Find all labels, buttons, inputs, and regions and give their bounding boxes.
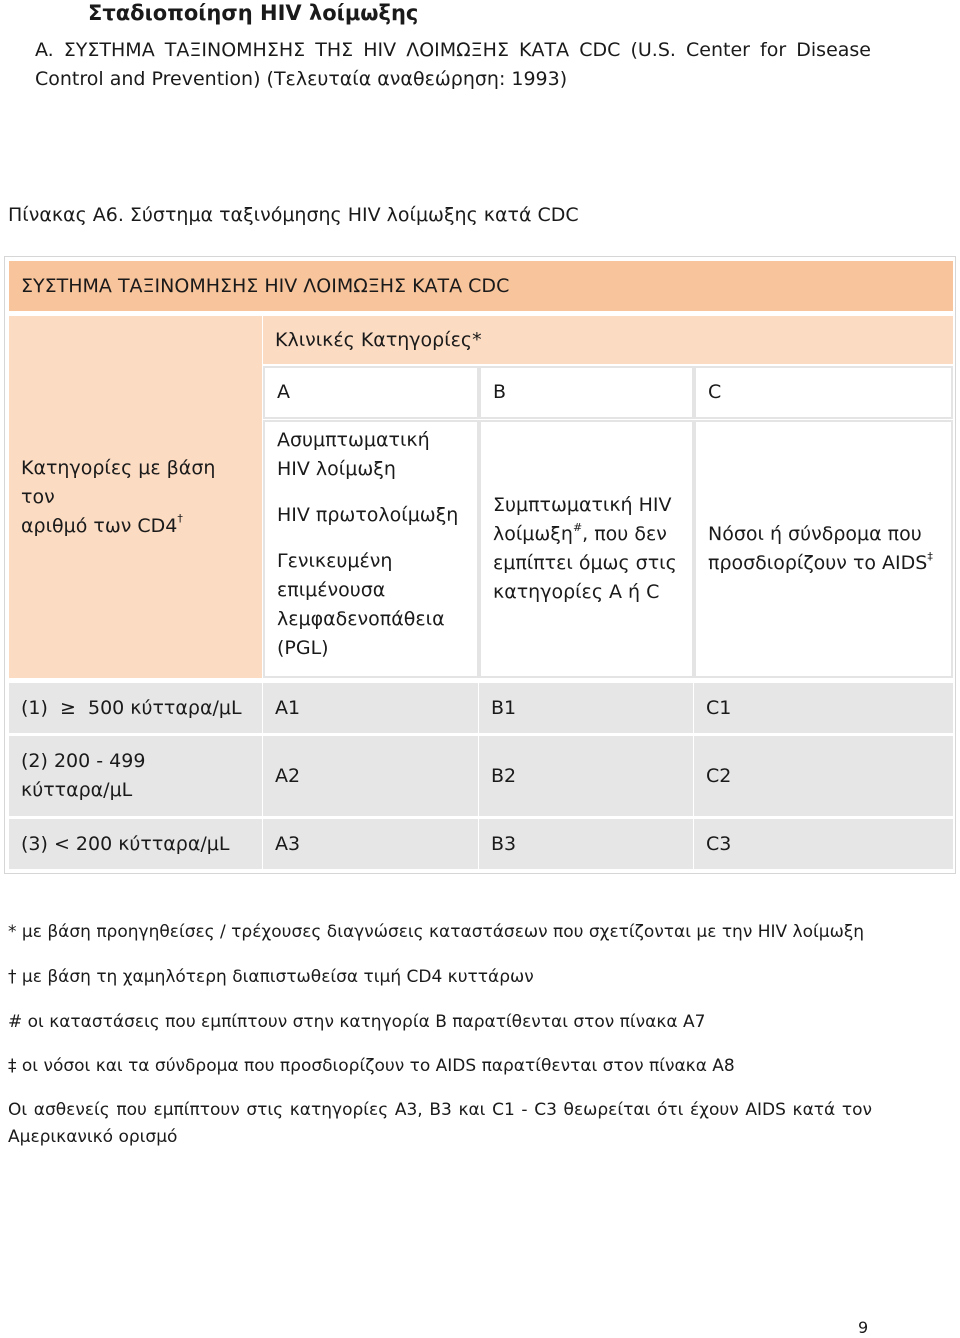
table-header	[9, 261, 953, 311]
row-3-c: C3	[694, 819, 953, 869]
clinical-categories-header	[263, 316, 953, 364]
row-1-a: A1	[263, 683, 478, 733]
table-caption: Πίνακας A6. Σύστημα ταξινόμησης HIV λοίμωξης κατά CDC	[8, 204, 579, 226]
cdc-classification-table	[4, 256, 956, 874]
double-dagger-mark: ‡	[927, 549, 933, 563]
a-desc-primary: HIV πρωτολοίμωξη	[277, 504, 459, 526]
cd4-header-line-1: Κατηγορίες με βάση τον	[21, 456, 216, 508]
row-1-c: C1	[694, 683, 953, 733]
intro-line-1: A. ΣΥΣΤΗΜΑ ΤΑΞΙΝΟΜΗΣΗΣ ΤΗΣ HIV ΛΟΙΜΩΞΗΣ ΚΑΤΑ CDC (U.S. Center for Disease	[35, 39, 871, 61]
category-a-description	[263, 420, 479, 678]
col-header-c: C	[694, 366, 953, 419]
a-desc-asymptomatic: Ασυμπτωματική HIV λοίμωξη	[277, 429, 430, 480]
clinical-categories-text: Κλινικές Κατηγορίες*	[275, 328, 482, 351]
footnote-dagger: † με βάση τη χαμηλότερη διαπιστωθείσα τιμή CD4 κυττάρων	[8, 967, 534, 987]
row-1-label: (1) ≥ 500 κύτταρα/μL	[9, 683, 262, 733]
footnote-hash: # οι καταστάσεις που εμπίπτουν στην κατηγορία B παρατίθενται στον πίνακα A7	[8, 1012, 706, 1032]
table-header-text: ΣΥΣΤΗΜΑ ΤΑΞΙΝΟΜΗΣΗΣ HIV ΛΟΙΜΩΞΗΣ ΚΑΤΑ CDC	[21, 274, 510, 297]
a-desc-pgl: Γενικευμένη επιμένουσα λεμφαδενοπάθεια (PGL)	[277, 550, 445, 659]
cd4-header-line-2: αριθμό των CD4†	[21, 512, 183, 537]
col-header-b: B	[479, 366, 694, 419]
row-2-label: (2) 200 - 499 κύτταρα/μL	[9, 736, 262, 816]
footnote-double-dagger: ‡ οι νόσοι και τα σύνδρομα που προσδιορίζουν το AIDS παρατίθενται στον πίνακα A8	[8, 1056, 735, 1076]
row-1-b: B1	[479, 683, 693, 733]
row-3-b: B3	[479, 819, 693, 869]
col-header-a: A	[263, 366, 479, 419]
aids-definition-note-line-1: Οι ασθενείς που εμπίπτουν στις κατηγορίες A3, B3 και C1 - C3 θεωρείται ότι έχουν AIDS κατά τον	[8, 1100, 872, 1120]
row-3-label: (3) < 200 κύτταρα/μL	[9, 819, 262, 869]
page-title: Σταδιοποίηση HIV λοίμωξης	[88, 1, 419, 25]
dagger-mark: †	[177, 512, 183, 526]
page-number: 9	[858, 1318, 869, 1337]
aids-definition-note-line-2: Αμερικανικό ορισμό	[8, 1127, 178, 1147]
footnote-star: * με βάση προηγηθείσες / τρέχουσες διαγνώσεις καταστάσεων που σχετίζονται με την HIV λοίμωξη	[8, 922, 865, 942]
row-2-a: A2	[263, 736, 478, 816]
row-2-b: B2	[479, 736, 693, 816]
hash-mark: #	[572, 520, 583, 534]
cd4-categories-header	[9, 316, 262, 678]
row-2-c: C2	[694, 736, 953, 816]
intro-line-2: Control and Prevention) (Τελευταία αναθεώρηση: 1993)	[35, 68, 568, 90]
row-3-a: A3	[263, 819, 478, 869]
category-b-description: Συμπτωματική HIV λοίμωξη#, που δεν εμπίπτει όμως στις κατηγορίες A ή C	[479, 420, 694, 678]
category-c-description: Νόσοι ή σύνδρομα που προσδιορίζουν το AIDS‡	[694, 420, 953, 678]
